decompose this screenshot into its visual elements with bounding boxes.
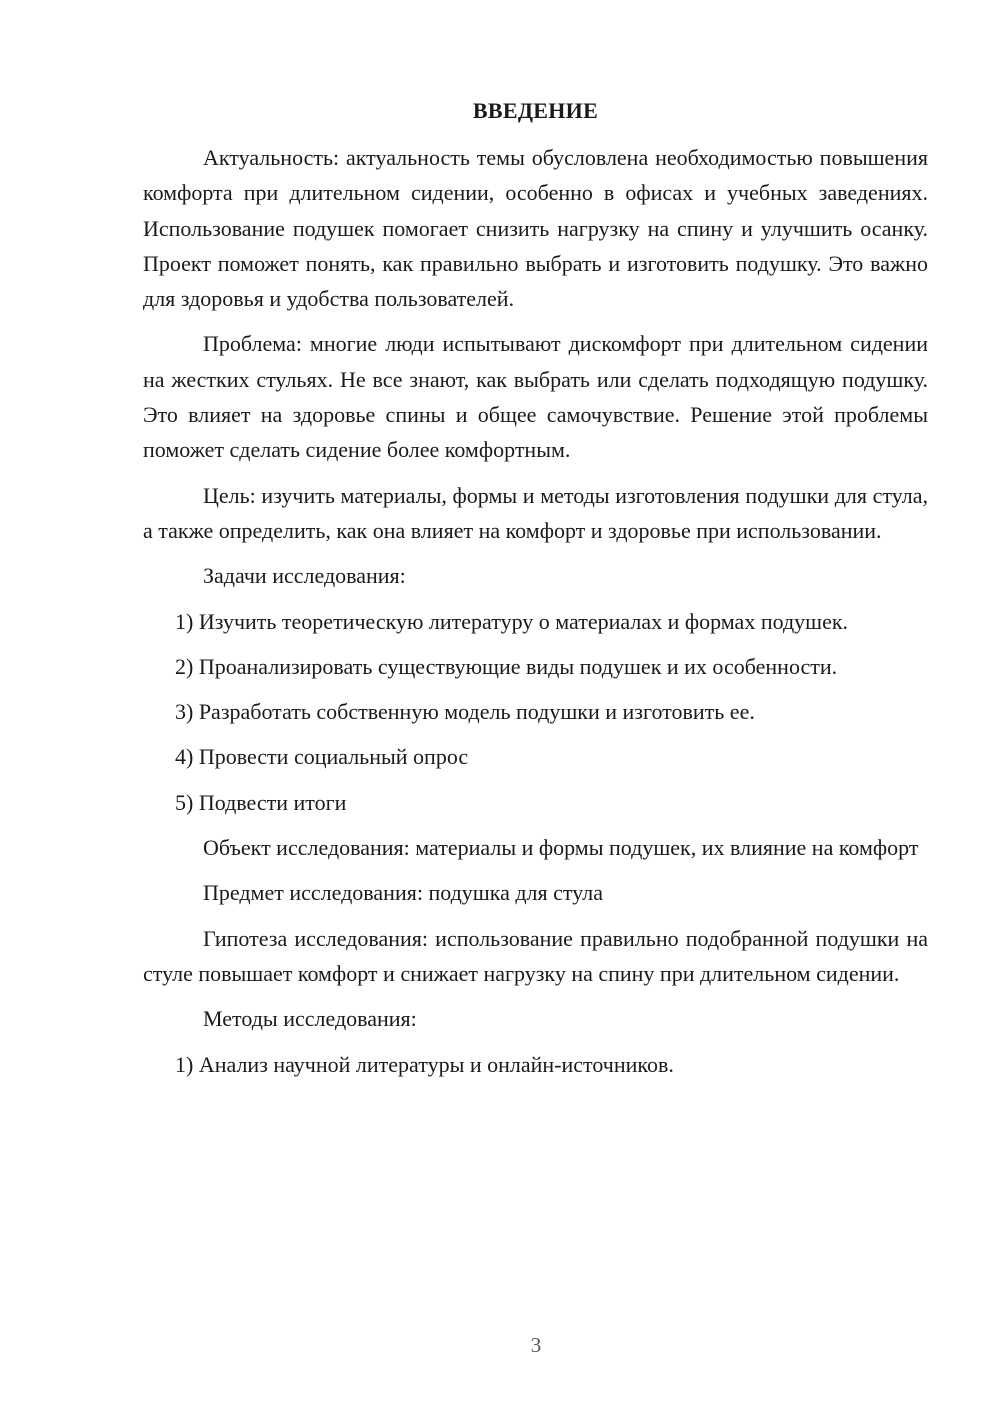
methods-label: Методы исследования:	[203, 1006, 417, 1032]
method-item-1: 1) Анализ научной литературы и онлайн-источников.	[175, 1051, 674, 1077]
hypothesis-paragraph: Гипотеза исследования: использование правильно подобранной подушки на стуле повышает комфорт и снижает нагрузку на спину при длительном сидении.	[143, 925, 928, 986]
tasks-label: Задачи исследования:	[203, 563, 406, 589]
task-item-1: 1) Изучить теоретическую литературу о материалах и формах подушек.	[175, 608, 849, 634]
task-item-5: 5) Подвести итоги	[175, 789, 347, 815]
object-paragraph: Объект исследования: материалы и формы подушек, их влияние на комфорт	[203, 835, 919, 861]
page-title: ВВЕДЕНИЕ	[472, 98, 599, 123]
relevance-paragraph: Актуальность: актуальность темы обусловлена необходимостью повышения комфорта при длительном сидении, особенно в офисах и учебных заведениях. Использование подушек помогает снизить нагрузку на спину и улучшить осанку. Проект поможет понять, как правильно выбрать и изготовить подушку. Это важно для здоровья и удобства пользователей.	[143, 145, 928, 312]
document-page	[143, 94, 928, 1092]
task-item-2: 2) Проанализировать существующие виды подушек и их особенности.	[175, 653, 838, 679]
page-number: 3	[530, 1333, 542, 1357]
goal-paragraph: Цель: изучить материалы, формы и методы изготовления подушки для стула, а также определить, как она влияет на комфорт и здоровье при использовании.	[143, 482, 928, 543]
task-item-4: 4) Провести социальный опрос	[175, 744, 469, 770]
subject-paragraph: Предмет исследования: подушка для стула	[203, 880, 603, 906]
task-item-3: 3) Разработать собственную модель подушки и изготовить ее.	[175, 699, 755, 725]
problem-paragraph: Проблема: многие люди испытывают дискомфорт при длительном сидении на жестких стульях. Не все знают, как выбрать или сделать подходящую подушку. Это влияет на здоровье спины и общее самочувствие. Решение этой проблемы поможет сделать сидение более комфортным.	[143, 331, 928, 463]
